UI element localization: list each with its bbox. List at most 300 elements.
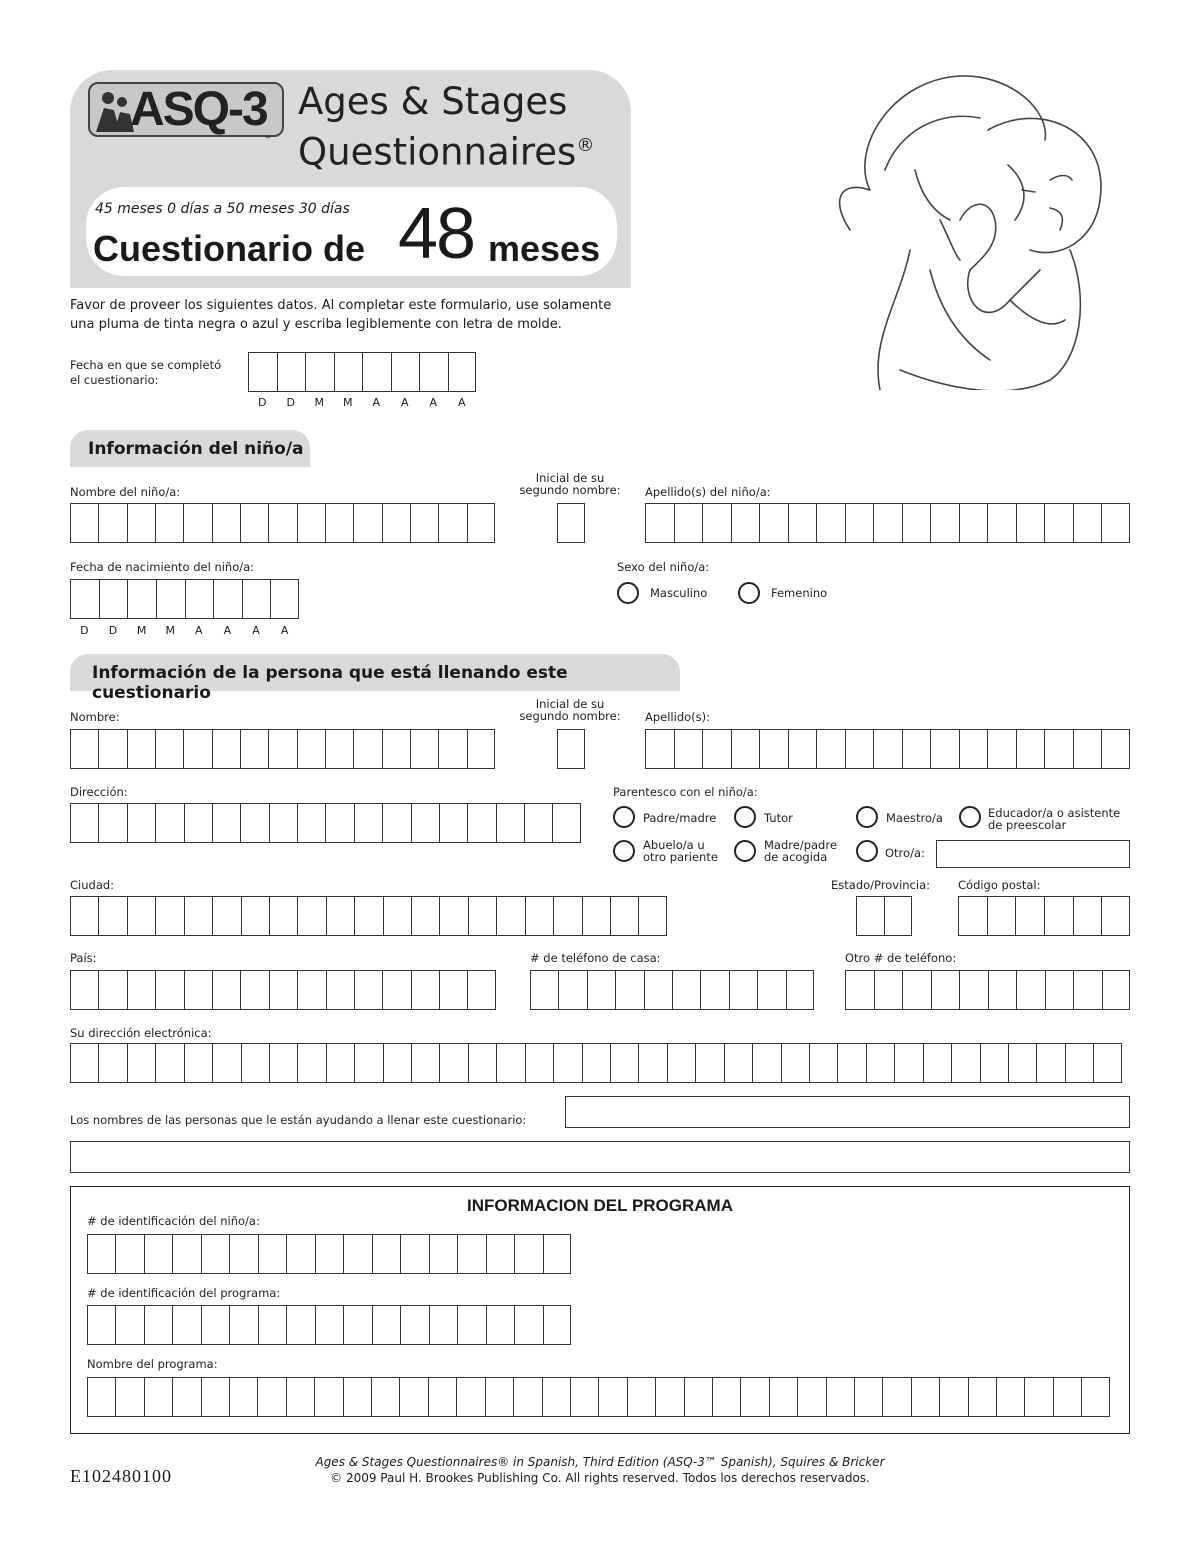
char-box[interactable] [326, 970, 354, 1010]
char-box[interactable] [552, 803, 580, 843]
char-box[interactable] [1101, 503, 1130, 543]
char-box[interactable] [144, 1377, 172, 1417]
char-box[interactable] [70, 896, 98, 936]
char-box[interactable] [702, 503, 731, 543]
helpers-input-1[interactable] [565, 1096, 1130, 1128]
char-box[interactable] [372, 1305, 400, 1345]
char-box[interactable] [98, 803, 126, 843]
char-box[interactable] [1036, 1043, 1064, 1083]
char-box[interactable] [229, 1305, 257, 1345]
char-box[interactable] [297, 729, 325, 769]
char-box[interactable] [873, 503, 902, 543]
char-box[interactable] [439, 896, 467, 936]
sex-female-radio[interactable] [738, 582, 760, 604]
char-box[interactable] [930, 729, 959, 769]
sex-male-radio[interactable] [617, 582, 639, 604]
char-box[interactable] [127, 503, 155, 543]
child-id-field[interactable] [87, 1234, 571, 1274]
char-box[interactable] [598, 1377, 626, 1417]
char-box[interactable] [542, 1377, 570, 1417]
char-box[interactable] [70, 729, 98, 769]
char-box[interactable] [399, 1377, 427, 1417]
char-box[interactable] [411, 970, 439, 1010]
char-box[interactable] [212, 503, 240, 543]
char-box[interactable] [816, 503, 845, 543]
completion-date-field[interactable] [248, 352, 476, 392]
char-box[interactable] [382, 503, 410, 543]
char-box[interactable] [382, 970, 410, 1010]
other-phone-field[interactable] [845, 970, 1130, 1010]
char-box[interactable] [695, 1043, 723, 1083]
child-first-name-field[interactable] [70, 503, 495, 543]
char-box[interactable] [543, 1305, 571, 1345]
respondent-middle-initial-field[interactable] [557, 729, 585, 769]
char-box[interactable] [456, 1377, 484, 1417]
char-box[interactable] [334, 352, 363, 392]
char-box[interactable] [513, 1377, 541, 1417]
char-box[interactable] [712, 1377, 740, 1417]
rel-parent-radio[interactable] [613, 806, 635, 828]
char-box[interactable] [144, 1305, 172, 1345]
char-box[interactable] [411, 803, 439, 843]
char-box[interactable] [383, 896, 411, 936]
respondent-first-name-field[interactable] [70, 729, 495, 769]
char-box[interactable] [70, 970, 98, 1010]
char-box[interactable] [874, 970, 903, 1010]
char-box[interactable] [1081, 1377, 1109, 1417]
char-box[interactable] [184, 970, 212, 1010]
char-box[interactable] [325, 503, 353, 543]
char-box[interactable] [700, 970, 728, 1010]
char-box[interactable] [558, 970, 586, 1010]
char-box[interactable] [411, 896, 439, 936]
char-box[interactable] [439, 803, 467, 843]
char-box[interactable] [988, 970, 1017, 1010]
char-box[interactable] [845, 729, 874, 769]
char-box[interactable] [400, 1234, 428, 1274]
char-box[interactable] [382, 729, 410, 769]
char-box[interactable] [645, 503, 674, 543]
char-box[interactable] [1102, 970, 1131, 1010]
program-name-field[interactable] [87, 1377, 1110, 1417]
char-box[interactable] [305, 352, 334, 392]
char-box[interactable] [543, 1234, 571, 1274]
char-box[interactable] [371, 1377, 399, 1417]
char-box[interactable] [248, 352, 277, 392]
char-box[interactable] [582, 896, 610, 936]
char-box[interactable] [258, 1305, 286, 1345]
char-box[interactable] [1044, 729, 1073, 769]
char-box[interactable] [343, 1377, 371, 1417]
char-box[interactable] [382, 803, 410, 843]
char-box[interactable] [553, 896, 581, 936]
char-box[interactable] [1016, 729, 1045, 769]
char-box[interactable] [286, 1377, 314, 1417]
char-box[interactable] [788, 503, 817, 543]
char-box[interactable] [240, 803, 268, 843]
char-box[interactable] [270, 579, 299, 619]
char-box[interactable] [438, 503, 466, 543]
char-box[interactable] [788, 729, 817, 769]
char-box[interactable] [70, 1043, 98, 1083]
char-box[interactable] [438, 729, 466, 769]
char-box[interactable] [894, 1043, 922, 1083]
char-box[interactable] [485, 1377, 513, 1417]
char-box[interactable] [156, 579, 185, 619]
char-box[interactable] [155, 1043, 183, 1083]
char-box[interactable] [958, 896, 987, 936]
char-box[interactable] [201, 1377, 229, 1417]
rel-foster-radio[interactable] [734, 840, 756, 862]
char-box[interactable] [98, 970, 126, 1010]
char-box[interactable] [127, 1043, 155, 1083]
email-field[interactable] [70, 1043, 1122, 1083]
char-box[interactable] [144, 1234, 172, 1274]
char-box[interactable] [959, 503, 988, 543]
char-box[interactable] [615, 970, 643, 1010]
rel-childcare-radio[interactable] [959, 806, 981, 828]
char-box[interactable] [930, 503, 959, 543]
char-box[interactable] [826, 1377, 854, 1417]
rel-teacher-radio[interactable] [856, 806, 878, 828]
char-box[interactable] [467, 503, 495, 543]
char-box[interactable] [241, 1043, 269, 1083]
char-box[interactable] [557, 729, 585, 769]
char-box[interactable] [525, 1043, 553, 1083]
char-box[interactable] [127, 970, 155, 1010]
char-box[interactable] [557, 503, 585, 543]
char-box[interactable] [127, 896, 155, 936]
char-box[interactable] [98, 896, 126, 936]
char-box[interactable] [1065, 1043, 1093, 1083]
char-box[interactable] [241, 896, 269, 936]
char-box[interactable] [212, 803, 240, 843]
char-box[interactable] [467, 803, 495, 843]
char-box[interactable] [1073, 970, 1102, 1010]
char-box[interactable] [731, 729, 760, 769]
char-box[interactable] [759, 503, 788, 543]
char-box[interactable] [638, 1043, 666, 1083]
char-box[interactable] [212, 970, 240, 1010]
char-box[interactable] [644, 970, 672, 1010]
char-box[interactable] [959, 729, 988, 769]
char-box[interactable] [172, 1377, 200, 1417]
char-box[interactable] [115, 1377, 143, 1417]
char-box[interactable] [155, 970, 183, 1010]
char-box[interactable] [353, 503, 381, 543]
char-box[interactable] [667, 1043, 695, 1083]
char-box[interactable] [959, 970, 988, 1010]
child-middle-initial-field[interactable] [557, 503, 585, 543]
char-box[interactable] [514, 1305, 542, 1345]
char-box[interactable] [362, 352, 391, 392]
char-box[interactable] [297, 1043, 325, 1083]
char-box[interactable] [315, 1305, 343, 1345]
char-box[interactable] [127, 579, 156, 619]
char-box[interactable] [524, 803, 552, 843]
char-box[interactable] [326, 1043, 354, 1083]
char-box[interactable] [184, 1043, 212, 1083]
char-box[interactable] [87, 1234, 115, 1274]
char-box[interactable] [184, 803, 212, 843]
state-field[interactable] [856, 896, 912, 936]
char-box[interactable] [87, 1305, 115, 1345]
char-box[interactable] [155, 503, 183, 543]
char-box[interactable] [655, 1377, 683, 1417]
char-box[interactable] [866, 1043, 894, 1083]
zip-field[interactable] [958, 896, 1130, 936]
char-box[interactable] [553, 1043, 581, 1083]
country-field[interactable] [70, 970, 496, 1010]
char-box[interactable] [702, 729, 731, 769]
char-box[interactable] [429, 1234, 457, 1274]
respondent-last-name-field[interactable] [645, 729, 1130, 769]
char-box[interactable] [269, 896, 297, 936]
char-box[interactable] [213, 579, 242, 619]
char-box[interactable] [98, 503, 126, 543]
char-box[interactable] [343, 1305, 371, 1345]
child-last-name-field[interactable] [645, 503, 1130, 543]
char-box[interactable] [987, 503, 1016, 543]
char-box[interactable] [314, 1377, 342, 1417]
city-field[interactable] [70, 896, 667, 936]
char-box[interactable] [902, 503, 931, 543]
char-box[interactable] [786, 970, 814, 1010]
char-box[interactable] [268, 503, 296, 543]
char-box[interactable] [98, 1043, 126, 1083]
char-box[interactable] [752, 1043, 780, 1083]
char-box[interactable] [258, 1234, 286, 1274]
helpers-input-2[interactable] [70, 1141, 1130, 1173]
char-box[interactable] [99, 579, 128, 619]
char-box[interactable] [845, 970, 874, 1010]
char-box[interactable] [1044, 896, 1073, 936]
char-box[interactable] [115, 1234, 143, 1274]
char-box[interactable] [155, 896, 183, 936]
char-box[interactable] [70, 579, 99, 619]
char-box[interactable] [769, 1377, 797, 1417]
char-box[interactable] [467, 729, 495, 769]
char-box[interactable] [514, 1234, 542, 1274]
char-box[interactable] [201, 1305, 229, 1345]
char-box[interactable] [781, 1043, 809, 1083]
char-box[interactable] [127, 803, 155, 843]
char-box[interactable] [297, 503, 325, 543]
char-box[interactable] [816, 729, 845, 769]
char-box[interactable] [610, 896, 638, 936]
char-box[interactable] [439, 970, 467, 1010]
char-box[interactable] [1093, 1043, 1121, 1083]
char-box[interactable] [172, 1305, 200, 1345]
char-box[interactable] [1016, 503, 1045, 543]
char-box[interactable] [448, 352, 477, 392]
program-id-field[interactable] [87, 1305, 571, 1345]
char-box[interactable] [269, 803, 297, 843]
char-box[interactable] [286, 1234, 314, 1274]
char-box[interactable] [326, 896, 354, 936]
char-box[interactable] [297, 803, 325, 843]
char-box[interactable] [183, 729, 211, 769]
char-box[interactable] [372, 1234, 400, 1274]
char-box[interactable] [212, 729, 240, 769]
char-box[interactable] [286, 1305, 314, 1345]
char-box[interactable] [610, 1043, 638, 1083]
char-box[interactable] [645, 729, 674, 769]
char-box[interactable] [212, 1043, 240, 1083]
char-box[interactable] [419, 352, 448, 392]
char-box[interactable] [996, 1377, 1024, 1417]
char-box[interactable] [70, 503, 98, 543]
char-box[interactable] [172, 1234, 200, 1274]
char-box[interactable] [627, 1377, 655, 1417]
char-box[interactable] [951, 1043, 979, 1083]
char-box[interactable] [257, 1377, 285, 1417]
address-field[interactable] [70, 803, 581, 843]
rel-guardian-radio[interactable] [734, 806, 756, 828]
char-box[interactable] [759, 729, 788, 769]
char-box[interactable] [486, 1234, 514, 1274]
char-box[interactable] [731, 503, 760, 543]
char-box[interactable] [411, 1043, 439, 1083]
char-box[interactable] [467, 970, 495, 1010]
char-box[interactable] [923, 1043, 951, 1083]
char-box[interactable] [729, 970, 757, 1010]
char-box[interactable] [582, 1043, 610, 1083]
char-box[interactable] [525, 896, 553, 936]
char-box[interactable] [353, 729, 381, 769]
char-box[interactable] [1024, 1377, 1052, 1417]
char-box[interactable] [183, 503, 211, 543]
char-box[interactable] [837, 1043, 865, 1083]
char-box[interactable] [1015, 896, 1044, 936]
char-box[interactable] [383, 1043, 411, 1083]
char-box[interactable] [354, 970, 382, 1010]
char-box[interactable] [1073, 896, 1102, 936]
rel-grandparent-radio[interactable] [613, 840, 635, 862]
char-box[interactable] [184, 896, 212, 936]
char-box[interactable] [856, 896, 884, 936]
char-box[interactable] [672, 970, 700, 1010]
char-box[interactable] [638, 896, 666, 936]
char-box[interactable] [496, 803, 524, 843]
char-box[interactable] [277, 352, 306, 392]
char-box[interactable] [201, 1234, 229, 1274]
char-box[interactable] [468, 1043, 496, 1083]
char-box[interactable] [884, 896, 912, 936]
char-box[interactable] [87, 1377, 115, 1417]
char-box[interactable] [155, 803, 183, 843]
char-box[interactable] [987, 729, 1016, 769]
char-box[interactable] [229, 1234, 257, 1274]
char-box[interactable] [968, 1377, 996, 1417]
char-box[interactable] [496, 896, 524, 936]
child-birth-date-field[interactable] [70, 579, 299, 619]
char-box[interactable] [1073, 729, 1102, 769]
char-box[interactable] [410, 729, 438, 769]
rel-other-radio[interactable] [856, 840, 878, 862]
char-box[interactable] [240, 503, 268, 543]
char-box[interactable] [268, 729, 296, 769]
rel-other-input[interactable] [936, 840, 1130, 868]
char-box[interactable] [297, 896, 325, 936]
char-box[interactable] [315, 1234, 343, 1274]
char-box[interactable] [343, 1234, 371, 1274]
char-box[interactable] [1101, 729, 1130, 769]
char-box[interactable] [809, 1043, 837, 1083]
char-box[interactable] [757, 970, 785, 1010]
char-box[interactable] [570, 1377, 598, 1417]
char-box[interactable] [429, 1305, 457, 1345]
char-box[interactable] [530, 970, 558, 1010]
char-box[interactable] [354, 896, 382, 936]
char-box[interactable] [428, 1377, 456, 1417]
char-box[interactable] [486, 1305, 514, 1345]
char-box[interactable] [410, 503, 438, 543]
char-box[interactable] [931, 970, 960, 1010]
char-box[interactable] [1008, 1043, 1036, 1083]
home-phone-field[interactable] [530, 970, 814, 1010]
char-box[interactable] [873, 729, 902, 769]
char-box[interactable] [325, 729, 353, 769]
char-box[interactable] [70, 803, 98, 843]
char-box[interactable] [587, 970, 615, 1010]
char-box[interactable] [1053, 1377, 1081, 1417]
char-box[interactable] [240, 970, 268, 1010]
char-box[interactable] [185, 579, 214, 619]
char-box[interactable] [980, 1043, 1008, 1083]
char-box[interactable] [797, 1377, 825, 1417]
char-box[interactable] [1073, 503, 1102, 543]
char-box[interactable] [115, 1305, 143, 1345]
char-box[interactable] [457, 1234, 485, 1274]
char-box[interactable] [155, 729, 183, 769]
char-box[interactable] [854, 1377, 882, 1417]
char-box[interactable] [740, 1377, 768, 1417]
char-box[interactable] [882, 1377, 910, 1417]
char-box[interactable] [987, 896, 1016, 936]
char-box[interactable] [229, 1377, 257, 1417]
char-box[interactable] [902, 729, 931, 769]
char-box[interactable] [269, 1043, 297, 1083]
char-box[interactable] [391, 352, 420, 392]
char-box[interactable] [496, 1043, 524, 1083]
char-box[interactable] [400, 1305, 428, 1345]
char-box[interactable] [127, 729, 155, 769]
char-box[interactable] [845, 503, 874, 543]
char-box[interactable] [468, 896, 496, 936]
char-box[interactable] [354, 803, 382, 843]
char-box[interactable] [439, 1043, 467, 1083]
char-box[interactable] [240, 729, 268, 769]
char-box[interactable] [674, 503, 703, 543]
char-box[interactable] [325, 803, 353, 843]
char-box[interactable] [902, 970, 931, 1010]
char-box[interactable] [684, 1377, 712, 1417]
char-box[interactable] [1101, 896, 1130, 936]
char-box[interactable] [674, 729, 703, 769]
char-box[interactable] [457, 1305, 485, 1345]
char-box[interactable] [354, 1043, 382, 1083]
char-box[interactable] [1044, 503, 1073, 543]
char-box[interactable] [939, 1377, 967, 1417]
char-box[interactable] [911, 1377, 939, 1417]
char-box[interactable] [297, 970, 325, 1010]
char-box[interactable] [242, 579, 271, 619]
char-box[interactable] [1016, 970, 1045, 1010]
char-box[interactable] [724, 1043, 752, 1083]
char-box[interactable] [98, 729, 126, 769]
char-box[interactable] [212, 896, 240, 936]
